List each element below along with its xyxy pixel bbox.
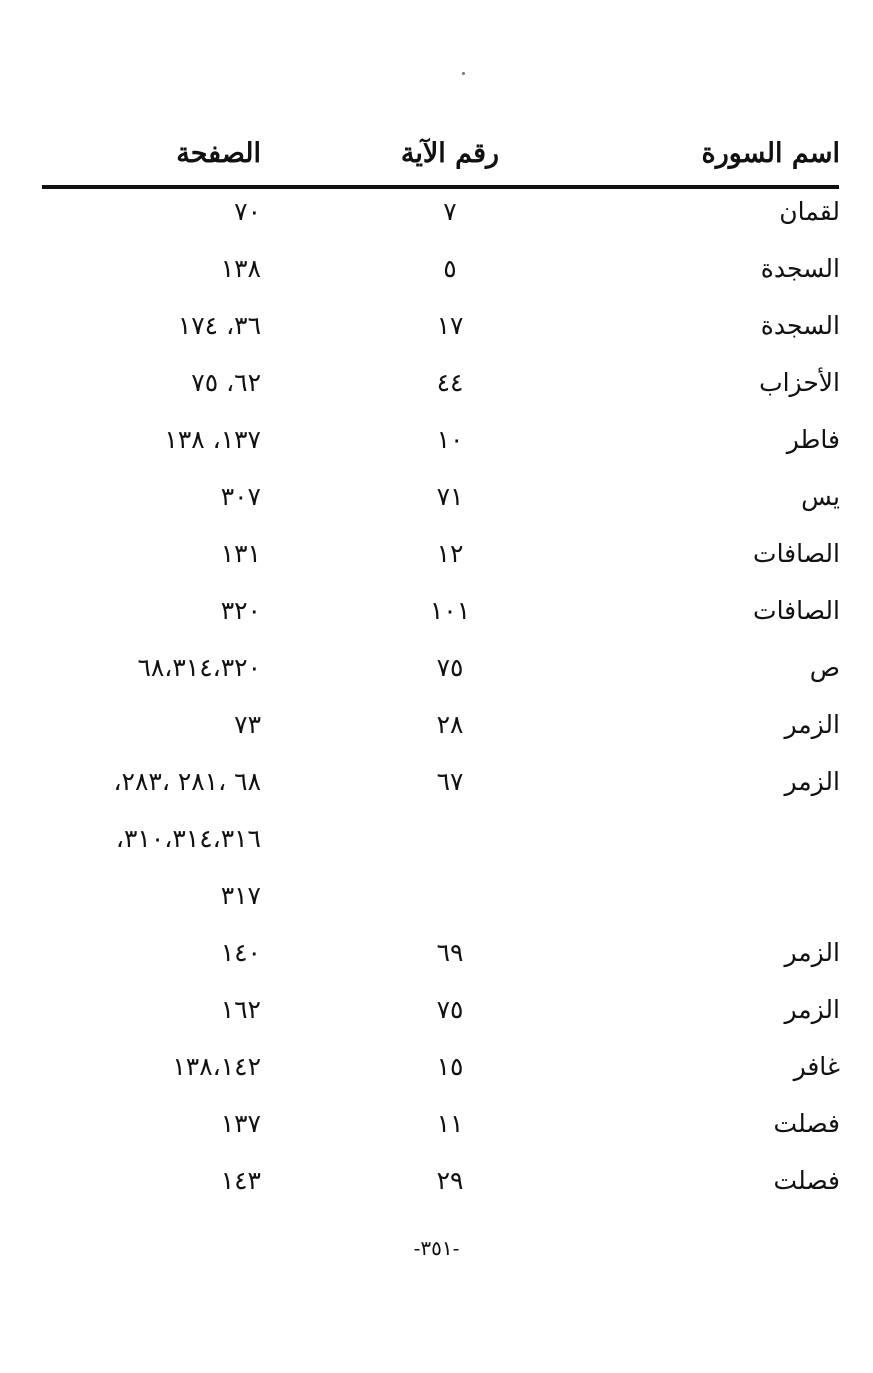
ayah-number-cell: ١٧ xyxy=(436,311,464,340)
surah-name-cell: السجدة xyxy=(760,254,840,283)
surah-name-cell: الزمر xyxy=(784,767,840,796)
page-number: -٣٥١- xyxy=(413,1236,460,1260)
table-row xyxy=(0,1047,873,1104)
surah-name-cell: يس xyxy=(801,482,840,511)
page-refs-cell: ١٤٠ xyxy=(220,938,261,967)
ayah-number-cell: ٦٧ xyxy=(436,767,464,796)
ayah-number-cell: ٦٩ xyxy=(436,938,464,967)
surah-name-cell: السجدة xyxy=(760,311,840,340)
surah-name-cell: فاطر xyxy=(786,425,840,454)
ayah-number-cell: ١٢ xyxy=(436,539,464,568)
table-row xyxy=(0,990,873,1047)
page-refs-cell: ٦٨،٣١٤،٣٢٠ xyxy=(137,653,261,682)
ayah-number-cell: ١٠ xyxy=(436,425,464,454)
page-refs-cell: ٣١٠،٣١٤،٣١٦، xyxy=(115,824,261,853)
page-refs-cell: ٣٦، ١٧٤ xyxy=(177,311,261,340)
surah-name-cell: الزمر xyxy=(784,938,840,967)
ayah-number-cell: ١١ xyxy=(436,1109,464,1138)
table-row xyxy=(0,363,873,420)
surah-name-cell: الأحزاب xyxy=(759,368,840,397)
table-row xyxy=(0,192,873,249)
page-refs-cell: ٦٢، ٧٥ xyxy=(191,368,261,397)
header-surah-name: اسم السورة xyxy=(701,138,840,169)
page-refs-cell: ٣٠٧ xyxy=(220,482,261,511)
surah-name-cell: الصافات xyxy=(753,596,840,625)
ayah-number-cell: ٢٩ xyxy=(436,1166,464,1195)
page-refs-cell: ١٦٢ xyxy=(220,995,261,1024)
index-table-body xyxy=(0,192,873,1218)
table-row xyxy=(0,648,873,705)
page-refs-cell: ٧٣ xyxy=(234,710,261,739)
table-row xyxy=(0,762,873,819)
table-row xyxy=(0,819,873,876)
ayah-number-cell: ٥ xyxy=(443,254,457,283)
table-row xyxy=(0,1161,873,1218)
ayah-number-cell: ٧٥ xyxy=(436,653,464,682)
header-page: الصفحة xyxy=(176,138,261,169)
table-row xyxy=(0,591,873,648)
page-refs-cell: ١٣٨،١٤٢ xyxy=(172,1052,261,1081)
page-refs-cell: ١٣٧، ١٣٨ xyxy=(164,425,261,454)
ayah-number-cell: ٢٨ xyxy=(436,710,464,739)
page-refs-cell: ٣٢٠ xyxy=(220,596,261,625)
surah-name-cell: ص xyxy=(809,653,840,682)
table-row xyxy=(0,1104,873,1161)
page-refs-cell: ١٣١ xyxy=(220,539,261,568)
page-refs-cell: ٦٨ ،٢٨١ ،٢٨٣، xyxy=(113,767,261,796)
table-row xyxy=(0,705,873,762)
ayah-number-cell: ١٠١ xyxy=(429,596,471,625)
surah-name-cell: غافر xyxy=(793,1052,840,1081)
header-rule xyxy=(42,185,839,189)
surah-name-cell: الزمر xyxy=(784,995,840,1024)
table-row xyxy=(0,249,873,306)
page-refs-cell: ١٤٣ xyxy=(220,1166,261,1195)
page-speck xyxy=(462,72,465,75)
ayah-number-cell: ٧١ xyxy=(436,482,464,511)
table-row xyxy=(0,420,873,477)
surah-name-cell: الزمر xyxy=(784,710,840,739)
ayah-number-cell: ٧٥ xyxy=(436,995,464,1024)
table-row xyxy=(0,306,873,363)
header-ayah-number: رقم الآية xyxy=(400,138,500,169)
surah-name-cell: الصافات xyxy=(753,539,840,568)
page-refs-cell: ٧٠ xyxy=(234,197,261,226)
table-row xyxy=(0,933,873,990)
surah-name-cell: لقمان xyxy=(779,197,840,226)
page-refs-cell: ٣١٧ xyxy=(220,881,261,910)
surah-name-cell: فصلت xyxy=(773,1166,840,1195)
table-row xyxy=(0,477,873,534)
table-row xyxy=(0,534,873,591)
ayah-number-cell: ١٥ xyxy=(436,1052,464,1081)
ayah-number-cell: ٧ xyxy=(443,197,457,226)
page-refs-cell: ١٣٨ xyxy=(220,254,261,283)
ayah-number-cell: ٤٤ xyxy=(436,368,464,397)
table-row xyxy=(0,876,873,933)
page-refs-cell: ١٣٧ xyxy=(220,1109,261,1138)
surah-name-cell: فصلت xyxy=(773,1109,840,1138)
